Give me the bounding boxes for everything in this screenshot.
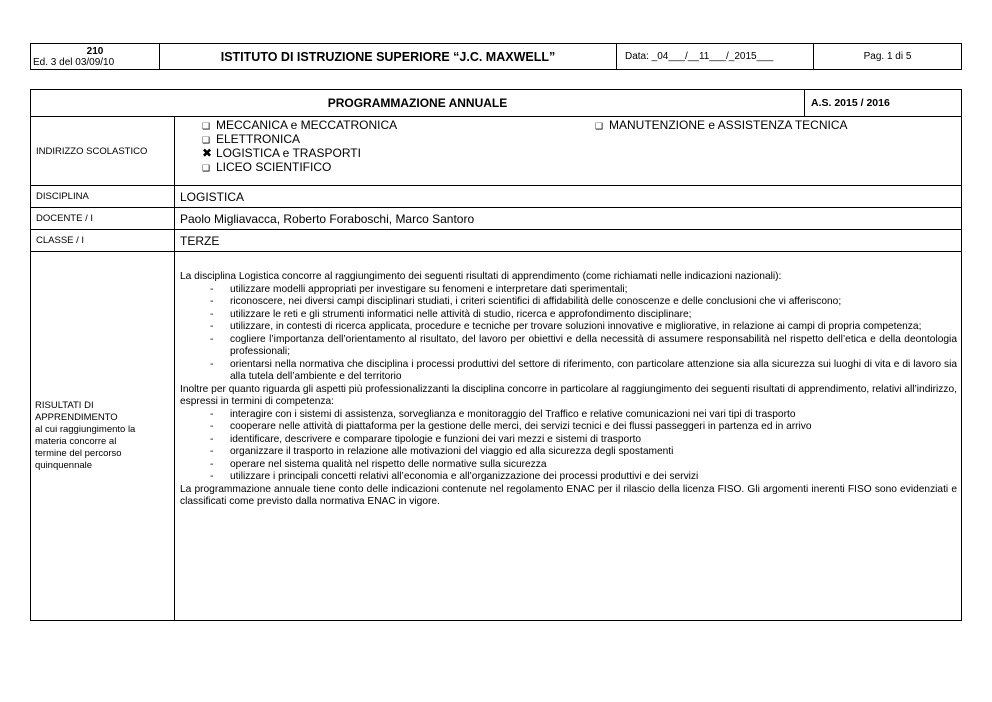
risultati-label-line: RISULTATI DI — [35, 400, 94, 411]
indirizzo-options — [175, 117, 962, 186]
indirizzo-label: INDIRIZZO SCOLASTICO — [31, 117, 175, 186]
option-label: MECCANICA e MECCATRONICA — [216, 118, 398, 132]
document-edition: Ed. 3 del 03/09/10 — [33, 56, 115, 68]
risultati-closing: La programmazione annuale tiene conto delle indicazioni contenute nel regolamento ENAC per il rilascio della licenza FISO. Gli argomenti inerenti FISO sono evidenziati e classificati come previsto dalla normativa ENAC in vigore. — [180, 483, 957, 507]
checkbox-icon: ❑ — [595, 121, 604, 131]
list-item: - utilizzare i principali concetti relativi all’economia e all’organizzazione dei processi produttivi e dei servizi — [180, 471, 957, 484]
option-elettronica — [202, 132, 300, 147]
list-item: - organizzare il trasporto in relazione alle motivazioni del viaggio ed alla sicurezza degli spostamenti — [180, 446, 957, 459]
docente-label: DOCENTE / I — [31, 208, 175, 230]
option-label: ELETTRONICA — [216, 132, 301, 146]
checkbox-icon: ❑ — [202, 121, 211, 131]
document-code: 210 — [86, 45, 104, 57]
risultati-label-line: quinquennale — [35, 460, 93, 471]
option-label: LOGISTICA e TRASPORTI — [216, 146, 361, 160]
option-logistica — [202, 146, 361, 160]
option-meccanica — [202, 118, 397, 133]
checkbox-icon: ❑ — [202, 135, 211, 145]
risultati-middle: Inoltre per quanto riguarda gli aspetti più professionalizzanti la disciplina concorre in particolare al raggiungimento dei seguenti risultati di apprendimento, relativi all’indirizzo, espressi in termini di competenza: — [180, 383, 957, 407]
list-item: - orientarsi nella normativa che disciplina i processi produttivi del settore di riferimento, con particolare attenzione sia alla sicurezza sui luoghi di vita e di lavoro sia alla tutela dell’ambiente e del territorio — [180, 359, 957, 384]
list-item: - utilizzare, in contesti di ricerca applicata, procedure e tecniche per trovare soluzioni innovative e migliorative, in relazione ai campi di propria competenza; — [180, 321, 957, 334]
docente-value: Paolo Migliavacca, Roberto Foraboschi, Marco Santoro — [175, 208, 962, 230]
classe-label: CLASSE / I — [31, 230, 175, 252]
option-label: LICEO SCIENTIFICO — [216, 160, 332, 174]
list-item: - cogliere l’importanza dell’orientamento al risultato, del lavoro per obiettivi e della necessità di assumere responsabilità nel rispetto dell’etica e della deontologia professionali; — [180, 334, 957, 359]
list-item: - riconoscere, nei diversi campi disciplinari studiati, i criteri scientifici di affidabilità delle conoscenze e delle conclusioni che vi afferiscono; — [180, 296, 957, 309]
checkbox-icon: ❑ — [202, 163, 211, 173]
program-title: PROGRAMMAZIONE ANNUALE — [31, 90, 805, 117]
risultati-list-indirizzo — [180, 409, 957, 484]
risultati-text — [175, 252, 962, 621]
option-label: MANUTENZIONE e ASSISTENZA TECNICA — [609, 118, 848, 132]
checked-icon: ✖ — [202, 146, 213, 160]
list-item: - operare nel sistema qualità nel rispetto delle normative sulla sicurezza — [180, 459, 957, 472]
disciplina-label: DISCIPLINA — [31, 186, 175, 208]
list-item: - cooperare nelle attività di piattaforma per la gestione delle merci, dei servizi tecnici e dei flussi passeggeri in partenza ed in arrivo — [180, 421, 957, 434]
risultati-list-general — [180, 284, 957, 384]
risultati-label-line: materia concorre al — [35, 436, 117, 447]
risultati-label-line: APPRENDIMENTO — [35, 412, 118, 423]
program-table — [30, 89, 962, 621]
document-header — [30, 43, 962, 70]
classe-value: TERZE — [175, 230, 962, 252]
risultati-label — [31, 252, 175, 621]
institute-name: ISTITUTO DI ISTRUZIONE SUPERIORE “J.C. MAXWELL” — [160, 44, 617, 70]
risultati-label-line: al cui raggiungimento la — [35, 424, 136, 435]
option-manutenzione — [595, 118, 848, 133]
risultati-intro: La disciplina Logistica concorre al raggiungimento dei seguenti risultati di apprendimento (come richiamati nelle indicazioni nazionali): — [180, 271, 782, 282]
page-number: Pag. 1 di 5 — [814, 44, 962, 70]
risultati-label-line: termine del percorso — [35, 448, 122, 459]
disciplina-value: LOGISTICA — [175, 186, 962, 208]
list-item: - interagire con i sistemi di assistenza, sorveglianza e monitoraggio del Traffico e relative comunicazioni nei vari tipi di trasporto — [180, 409, 957, 422]
list-item: - utilizzare le reti e gli strumenti informatici nelle attività di studio, ricerca e approfondimento disciplinare; — [180, 309, 957, 322]
document-date: Data: _04___/__11___/_2015___ — [617, 44, 814, 70]
document-code-cell — [31, 44, 160, 70]
option-liceo — [202, 160, 331, 175]
list-item: - identificare, descrivere e comparare tipologie e funzioni dei vari mezzi e sistemi di trasporto — [180, 434, 957, 447]
list-item: - utilizzare modelli appropriati per investigare su fenomeni e interpretare dati sperimentali; — [180, 284, 957, 297]
school-year: A.S. 2015 / 2016 — [805, 90, 962, 117]
